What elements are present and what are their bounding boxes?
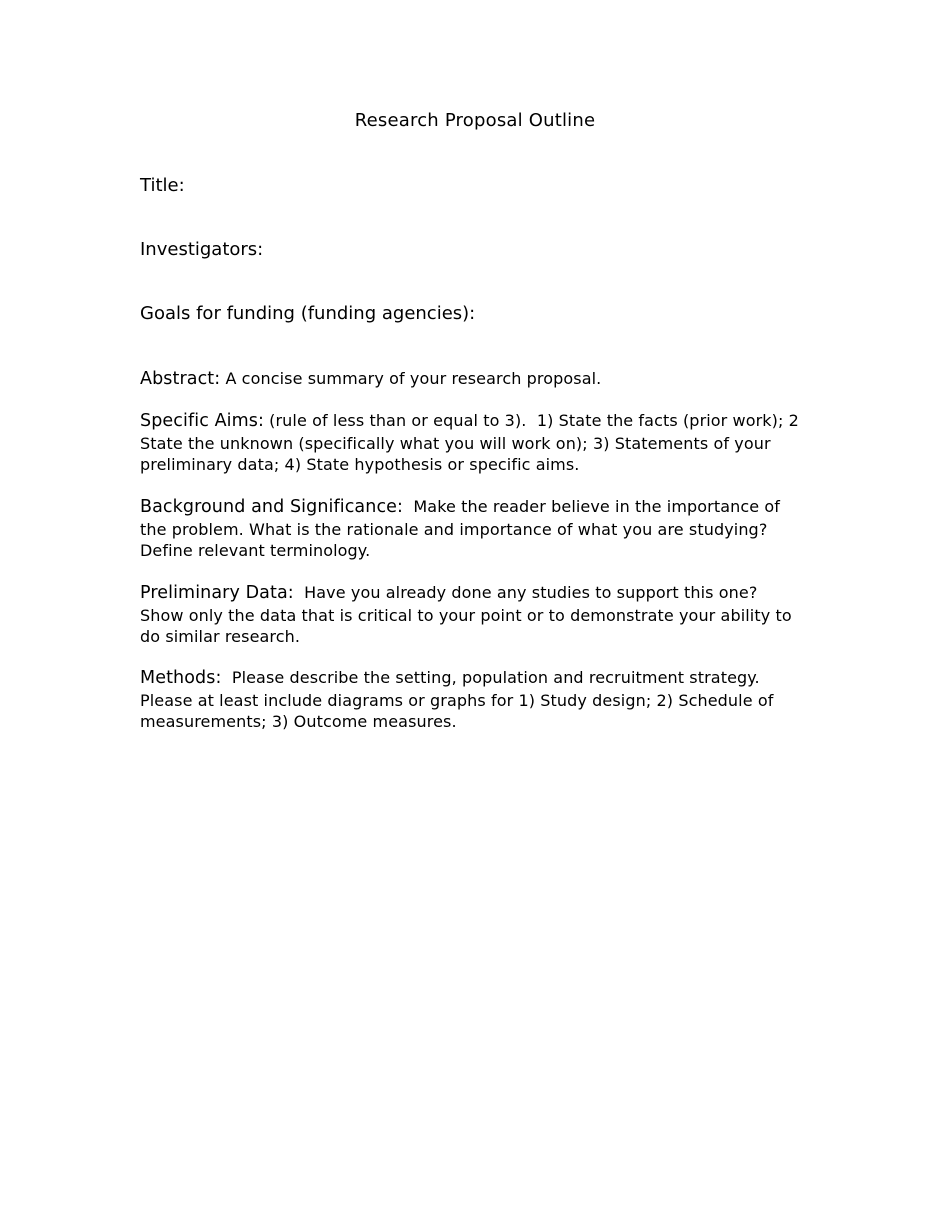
preliminary-data-heading: Preliminary Data: xyxy=(140,583,294,603)
methods-body: Please describe the setting, population and recruitment strategy. Please at least include diagrams or graphs for 1) Study design; 2) Schedule of measurements; 3) Outcome measures. xyxy=(140,668,779,731)
specific-aims-heading: Specific Aims: xyxy=(140,411,264,431)
methods-section xyxy=(140,667,805,733)
background-body: Make the reader believe in the importance of the problem. What is the rationale and importance of what you are studying? Define relevant terminology. xyxy=(140,497,786,560)
background-heading: Background and Significance: xyxy=(140,497,404,517)
preliminary-data-body: Have you already done any studies to support this one? Show only the data that is critical to your point or to demonstrate your ability to do similar research. xyxy=(140,583,797,646)
goals-field-label: Goals for funding (funding agencies): xyxy=(140,303,476,324)
abstract-body: A concise summary of your research proposal. xyxy=(220,369,602,388)
methods-heading: Methods: xyxy=(140,668,222,688)
specific-aims-body: (rule of less than or equal to 3). 1) State the facts (prior work); 2 State the unknown (specifically what you will work on); 3) Statements of your preliminary data; 4) State hypothesis or specific aims. xyxy=(140,411,805,474)
abstract-heading: Abstract: xyxy=(140,369,221,389)
background-section xyxy=(140,496,805,562)
investigators-field-label: Investigators: xyxy=(140,239,264,260)
page-title: Research Proposal Outline xyxy=(354,110,596,131)
specific-aims-section xyxy=(140,410,805,476)
abstract-section xyxy=(140,368,805,391)
preliminary-data-section xyxy=(140,582,805,648)
title-field-label: Title: xyxy=(140,175,185,196)
